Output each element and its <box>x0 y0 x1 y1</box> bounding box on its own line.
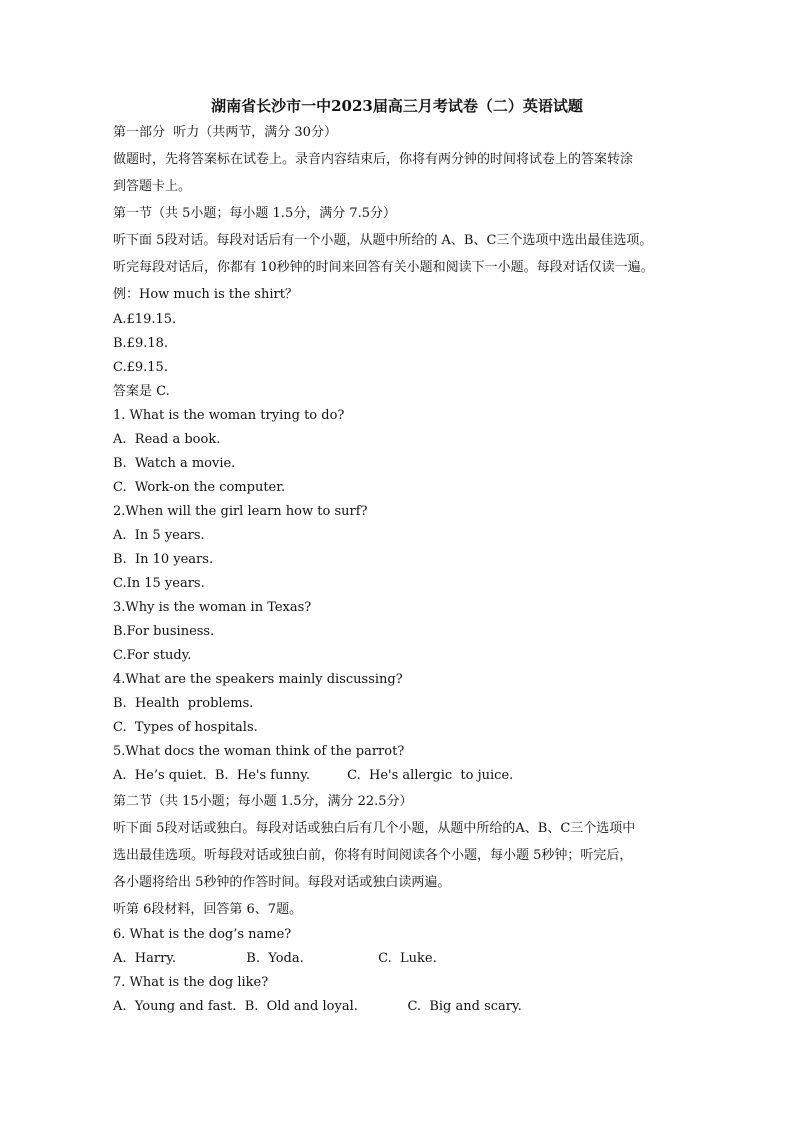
text-line: B. Health problems. <box>113 696 254 711</box>
text-line: 1. What is the woman trying to do? <box>113 408 345 423</box>
text-line: 2.When will the girl learn how to surf? <box>113 504 368 519</box>
text-line: 第二节（共 15小题；每小题 1.5分，满分 22.5分） <box>113 794 413 809</box>
text-line: A. Harry. B. Yoda. C. Luke. <box>113 951 437 966</box>
text-line: 6. What is the dog’s name? <box>113 927 292 942</box>
text-line: 做题时，先将答案标在试卷上。录音内容结束后，你将有两分钟的时间将试卷上的答案转涂 <box>113 152 634 167</box>
text-line: 第一部分 听力（共两节，满分 30分） <box>113 125 337 140</box>
text-line: C.£9.15. <box>113 360 168 375</box>
text-line: 选出最佳选项。听每段对话或独白前，你将有时间阅读各个小题，每小题 5秒钟；听完后， <box>113 848 633 863</box>
text-line: 5.What docs the woman think of the parrot? <box>113 744 405 759</box>
text-line: 7. What is the dog like? <box>113 975 269 990</box>
exam-body <box>113 119 693 1019</box>
text-line: 3.Why is the woman in Texas? <box>113 600 312 615</box>
text-line: 答案是 C. <box>113 384 170 399</box>
exam-title: 湖南省长沙市一中2023届高三月考试卷（二）英语试题 <box>211 97 583 115</box>
text-line: A.£19.15. <box>113 312 177 327</box>
text-line: 例：How much is the shirt？ <box>113 287 298 302</box>
text-line: B. Watch a movie. <box>113 456 236 471</box>
text-line: B. In 10 years. <box>113 552 214 567</box>
text-line: B.£9.18. <box>113 336 169 351</box>
text-line: 第一节（共 5小题；每小题 1.5分，满分 7.5分） <box>113 206 397 221</box>
text-line: 听完每段对话后，你都有 10秒钟的时间来回答有关小题和阅读下一小题。每段对话仅读一遍。 <box>113 260 654 275</box>
text-line: C.For study. <box>113 648 192 663</box>
text-line: B.For business. <box>113 624 215 639</box>
text-line: 听第 6段材料，回答第 6、7题。 <box>113 902 303 917</box>
text-line: 各小题将给出 5秒钟的作答时间。每段对话或独白读两遍。 <box>113 875 451 890</box>
text-line: A. In 5 years. <box>113 528 205 543</box>
text-line: A. Young and fast. B. Old and loyal. C. Big and scary. <box>113 999 522 1014</box>
text-line: 听下面 5段对话。每段对话后有一个小题，从题中所给的 A、B、C三个选项中选出最佳选项。 <box>113 233 653 248</box>
text-line: A. Read a book. <box>113 432 221 447</box>
text-line: 4.What are the speakers mainly discussing? <box>113 672 403 687</box>
text-line: 到答题卡上。 <box>113 179 192 194</box>
text-line: C.In 15 years. <box>113 576 205 591</box>
text-line: 听下面 5段对话或独白。每段对话或独白后有几个小题，从题中所给的A、B、C三个选项中 <box>113 821 636 836</box>
text-line: C. Work-on the computer. <box>113 480 286 495</box>
text-line: C. Types of hospitals. <box>113 720 258 735</box>
text-line: A. He’s quiet. B. He's funny. C. He's allergic to juice. <box>113 768 514 783</box>
